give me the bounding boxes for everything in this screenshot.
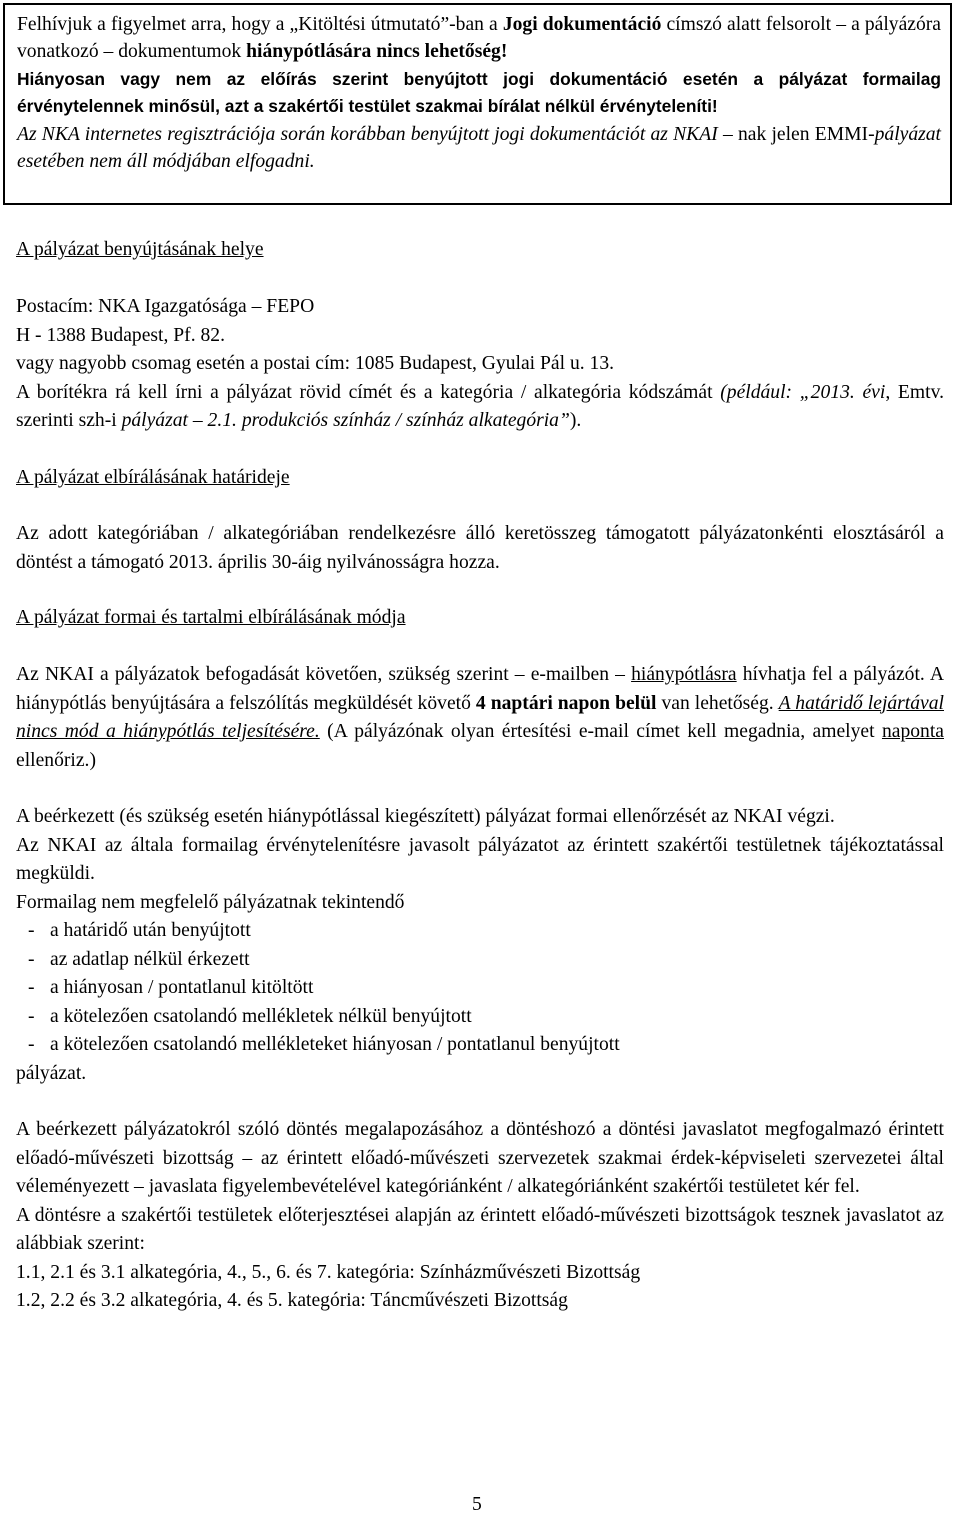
list-item: - az adatlap nélkül érkezett — [16, 946, 944, 975]
evaluation-deadline-section — [16, 520, 944, 577]
parcel-address: vagy nagyobb csomag esetén a postai cím: 1085 Budapest, Gyulai Pál u. 13. — [16, 353, 615, 374]
theatre-committee-line: 1.1, 2.1 és 3.1 alkategória, 4., 5., 6. és 7. kategória: Színházművészeti Bizottság — [16, 1261, 641, 1283]
list-item: - a határidő után benyújtott — [16, 917, 944, 946]
postal-address: Postacím: NKA Igazgatósága – FEPO — [16, 296, 315, 317]
envelope-instructions: A borítékra rá kell írni a pályázat rövid címét és a kategória / alkategória kódszámát (például: „2013. évi, Emtv. szerinti szh-i pályázat – 2.1. produkciós színház / színház alkategória”). — [16, 381, 944, 431]
formal-check-paragraph: A beérkezett (és szükség esetén hiánypótlással kiegészített) pályázat formai ellenőrzését az NKAI végzi. — [16, 806, 835, 827]
notice-paragraph-1: Felhívjuk a figyelmet arra, hogy a „Kitöltési útmutató”-ban a Jogi dokumentáció címszó alatt felsorolt – a pályázóra vonatkozó – dokumentumok hiánypótlására nincs lehetőség! — [17, 14, 941, 63]
page-number: 5 — [472, 1494, 482, 1515]
evaluation-deadline-heading: A pályázat elbírálásának határideje — [16, 467, 290, 488]
deadline-text: Az adott kategóriában / alkategóriában rendelkezésre álló keretösszeg támogatott pályázatonkénti elosztásáról a döntést a támogató 2013. április 30-áig nyilvánosságra hozza. — [16, 523, 944, 573]
non-compliant-list — [16, 917, 944, 1060]
submission-section — [16, 293, 944, 436]
evaluation-method-heading: A pályázat formai és tartalmi elbírálásának módja — [16, 607, 406, 628]
notice-paragraph-3: Az NKA internetes regisztrációja során korábban benyújtott jogi dokumentációt az NKAI – nak jelen EMMI-pályázat esetében nem áll módjában elfogadni. — [17, 123, 941, 173]
list-closing: pályázat. — [16, 1062, 87, 1084]
legal-notice-box — [3, 3, 952, 205]
decision-paragraph: A beérkezett pályázatokról szóló döntés megalapozásához a döntéshozó a döntési javaslatot megfogalmazó érintett előadó-művészeti bizottság – az érintett előadó-művészeti szervezetek szakmai érdek-képviseleti szervezetei által véleményezett – javaslata figyelembevételével kategóriánként / alkategóriánként szakértői testületet kér fel. — [16, 1119, 944, 1197]
evaluation-method-section — [16, 661, 944, 1316]
list-item: - a kötelezően csatolandó mellékletek nélkül benyújtott — [16, 1003, 944, 1032]
dance-committee-line: 1.2, 2.2 és 3.2 alkategória, 4. és 5. kategória: Táncművészeti Bizottság — [16, 1290, 568, 1311]
committee-paragraph: A döntésre a szakértői testületek előterjesztései alapján az érintett előadó-művészeti bizottságok tesznek javaslatot az alábbiak szerint: — [16, 1204, 944, 1254]
submission-heading: A pályázat benyújtásának helye — [16, 239, 264, 260]
invalidation-paragraph: Az NKAI az általa formailag érvénytelenítésre javasolt pályázatot az érintett szakértői testületnek tájékoztatással megküldi. — [16, 834, 944, 884]
notice-paragraph-2: Hiányosan vagy nem az előírás szerint benyújtott jogi dokumentáció esetén a pályázat formailag érvénytelennek minősül, azt a szakértői testület szakmai bírálat nélkül érvényteleníti! — [17, 68, 941, 117]
list-item: - a hiányosan / pontatlanul kitöltött — [16, 974, 944, 1003]
non-compliant-intro: Formailag nem megfelelő pályázatnak tekintendő — [16, 891, 405, 913]
postal-box: H - 1388 Budapest, Pf. 82. — [16, 324, 225, 346]
deficiency-paragraph: Az NKAI a pályázatok befogadását követően, szükség szerint – e-mailben – hiánypótlásra hívhatja fel a pályázót. A hiánypótlás benyújtására a felszólítás megküldését követő 4 naptári napon belül van lehetőség. A határidő lejártával nincs mód a hiánypótlás teljesítésére. (A pályázónak olyan értesítési e-mail címet kell megadnia, amelyet naponta ellenőriz.) — [16, 664, 944, 771]
list-item: - a kötelezően csatolandó mellékleteket hiányosan / pontatlanul benyújtott — [16, 1031, 944, 1060]
